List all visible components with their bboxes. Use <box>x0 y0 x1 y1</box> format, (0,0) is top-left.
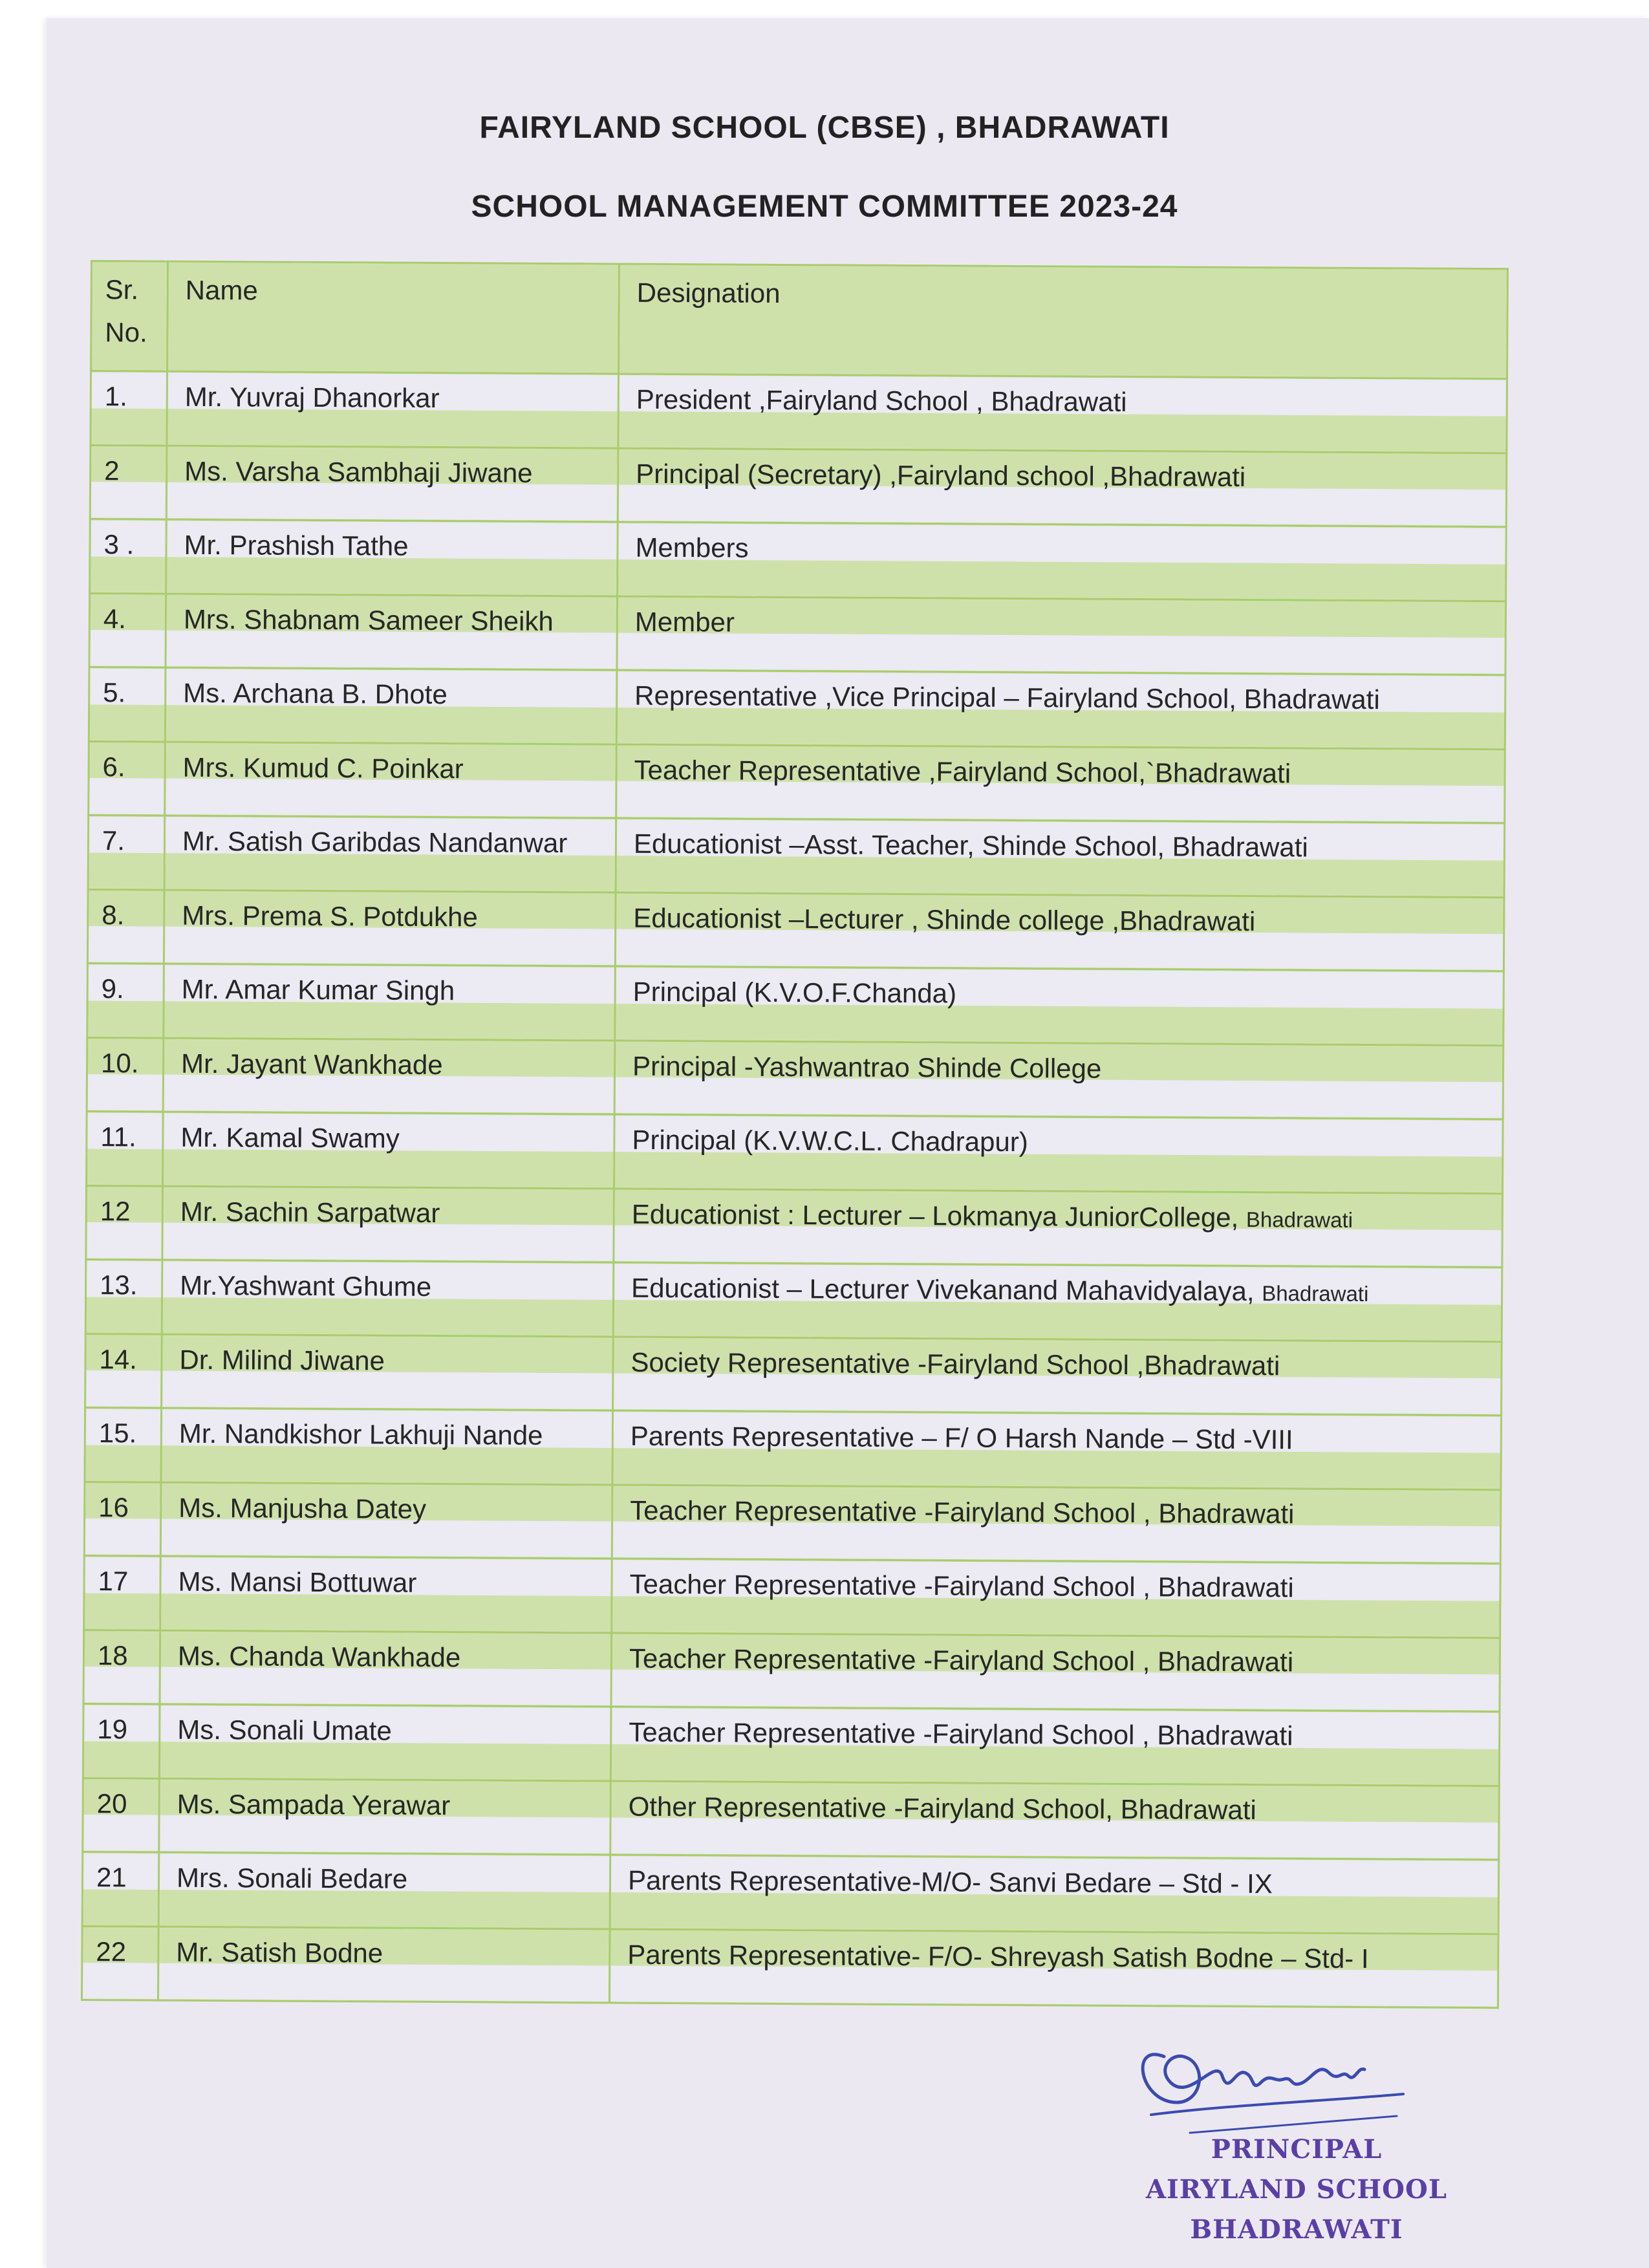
cell-designation <box>610 1855 1499 1934</box>
cell-name: Ms. Sampada Yerawar <box>159 1778 611 1855</box>
table-header-row <box>91 261 1508 379</box>
committee-title: SCHOOL MANAGEMENT COMMITTEE 2023-24 <box>471 189 1178 224</box>
header-designation: Designation <box>619 264 1508 379</box>
cell-name: Mrs. Prema S. Potdukhe <box>164 890 616 966</box>
cell-sr-no: 22 <box>81 1926 158 2000</box>
table-row <box>87 1111 1503 1193</box>
cell-name: Mr. Nandkishor Lakhuji Nande <box>161 1408 613 1484</box>
table-row <box>90 519 1507 601</box>
cell-designation <box>612 1559 1501 1637</box>
table-row <box>84 1482 1501 1564</box>
header-sr-line1: Sr. <box>105 274 139 305</box>
designation-text: Educationist –Lecturer , Shinde college ,Bhadrawati <box>633 902 1256 936</box>
cell-sr-no: 7. <box>88 815 165 889</box>
stamp-line-city: BHADRAWATI <box>1190 2214 1403 2245</box>
cell-sr-no: 5. <box>89 667 166 741</box>
designation-text: Principal (Secretary) ,Fairyland school ,Bhadrawati <box>636 458 1246 492</box>
cell-name: Ms. Chanda Wankhade <box>160 1630 612 1707</box>
table-row <box>86 1185 1503 1268</box>
designation-text: President ,Fairyland School , Bhadrawati <box>636 383 1127 417</box>
cell-sr-no: 11. <box>87 1111 164 1185</box>
cell-name: Ms. Manjusha Datey <box>160 1482 612 1559</box>
cell-sr-no: 17 <box>84 1555 161 1630</box>
stamp-line-school: AIRYLAND SCHOOL <box>1146 2174 1447 2205</box>
table-row <box>89 741 1505 823</box>
cell-sr-no: 12 <box>86 1185 163 1260</box>
cell-designation <box>614 1114 1503 1193</box>
cell-name: Mrs. Sonali Bedare <box>158 1852 610 1928</box>
designation-text: Members <box>635 532 749 563</box>
cell-name: Mr. Sachin Sarpatwar <box>162 1186 614 1262</box>
designation-text: Principal -Yashwantrao Shinde College <box>632 1050 1102 1084</box>
designation-suffix: Bhadrawati <box>1245 1207 1353 1232</box>
designation-text: Teacher Representative -Fairyland School , Bhadrawati <box>629 1643 1294 1677</box>
cell-name: Mr. Prashish Tathe <box>166 519 618 596</box>
cell-name: Mr. Kamal Swamy <box>163 1112 615 1188</box>
designation-text: Representative ,Vice Principal – Fairyland School, Bhadrawati <box>634 680 1380 715</box>
table-row <box>91 371 1507 453</box>
cell-name: Ms. Mansi Bottuwar <box>160 1556 612 1632</box>
designation-text: Educationist : Lecturer – Lokmanya JuniorCollege, <box>631 1198 1239 1233</box>
designation-text: Principal (K.V.W.C.L. Chadrapur) <box>632 1124 1028 1158</box>
header-sr-line2: No. <box>105 317 147 348</box>
cell-designation <box>616 670 1505 749</box>
cell-designation <box>610 1707 1500 1786</box>
table-row <box>88 815 1505 897</box>
committee-table-wrapper <box>81 260 1509 2009</box>
cell-designation <box>618 374 1507 453</box>
cell-designation <box>609 1929 1498 2008</box>
cell-designation <box>611 1633 1500 1712</box>
designation-text: Teacher Representative -Fairyland School , Bhadrawati <box>630 1495 1295 1529</box>
cell-name: Mr. Satish Garibdas Nandanwar <box>164 815 616 892</box>
designation-text: Educationist –Asst. Teacher, Shinde School, Bhadrawati <box>633 828 1308 863</box>
table-row <box>81 1926 1498 2008</box>
designation-text: Society Representative -Fairyland School ,Bhadrawati <box>630 1346 1280 1381</box>
table-row <box>85 1334 1502 1416</box>
cell-sr-no: 14. <box>85 1334 162 1408</box>
cell-designation <box>615 966 1504 1045</box>
cell-sr-no: 10. <box>87 1037 164 1112</box>
cell-sr-no: 13. <box>85 1259 162 1334</box>
cell-name: Mr. Amar Kumar Singh <box>164 964 616 1040</box>
designation-text: Educationist – Lecturer Vivekanand Mahavidyalaya, <box>631 1272 1255 1307</box>
table-row <box>89 593 1506 675</box>
table-row <box>87 1037 1503 1119</box>
cell-designation <box>617 596 1506 675</box>
cell-designation <box>614 1189 1503 1268</box>
cell-sr-no: 8. <box>87 889 164 964</box>
cell-designation <box>614 1041 1503 1119</box>
cell-name: Mr. Yuvraj Dhanorkar <box>167 371 619 448</box>
table-row <box>82 1852 1499 1934</box>
cell-designation <box>613 1337 1502 1416</box>
cell-designation <box>618 522 1507 601</box>
designation-text: Member <box>634 606 735 638</box>
table-row <box>85 1259 1502 1341</box>
cell-sr-no: 3 . <box>90 519 167 594</box>
cell-name: Ms. Sonali Umate <box>159 1704 611 1780</box>
cell-sr-no: 15. <box>85 1407 162 1482</box>
cell-sr-no: 21 <box>82 1852 159 1926</box>
cell-name: Dr. Milind Jiwane <box>162 1334 614 1410</box>
cell-sr-no: 9. <box>87 963 164 1037</box>
committee-table <box>81 260 1509 2009</box>
designation-text: Teacher Representative ,Fairyland School,`Bhadrawati <box>634 754 1291 788</box>
cell-sr-no: 1. <box>91 371 167 446</box>
cell-name: Mr. Jayant Wankhade <box>163 1038 615 1114</box>
table-row <box>90 445 1507 527</box>
cell-name: Ms. Archana B. Dhote <box>165 667 617 744</box>
designation-text: Principal (K.V.O.F.Chanda) <box>632 976 957 1009</box>
cell-designation <box>612 1485 1501 1564</box>
cell-sr-no: 6. <box>89 741 166 815</box>
designation-text: Parents Representative – F/ O Harsh Nande – Std -VIII <box>630 1420 1293 1455</box>
table-row <box>83 1630 1500 1712</box>
designation-suffix: Bhadrawati <box>1262 1281 1369 1306</box>
table-row <box>83 1703 1500 1786</box>
cell-sr-no: 18 <box>83 1630 160 1704</box>
table-row <box>87 963 1504 1045</box>
table-row <box>85 1407 1502 1489</box>
stamp-line-principal: PRINCIPAL <box>1211 2134 1383 2165</box>
designation-text: Other Representative -Fairyland School, Bhadrawati <box>628 1791 1256 1825</box>
header-name: Name <box>167 261 620 374</box>
designation-text: Parents Representative- F/O- Shreyash Satish Bodne – Std- I <box>627 1939 1369 1974</box>
table-row <box>89 667 1505 749</box>
designation-text: Teacher Representative -Fairyland School , Bhadrawati <box>629 1716 1293 1751</box>
cell-designation <box>615 892 1504 971</box>
cell-designation <box>613 1262 1502 1341</box>
header-sr-no <box>91 261 168 372</box>
table-row <box>87 889 1504 971</box>
cell-name: Ms. Varsha Sambhaji Jiwane <box>166 446 618 522</box>
cell-sr-no: 4. <box>89 593 166 667</box>
cell-name: Mrs. Kumud C. Poinkar <box>165 742 617 818</box>
designation-text: Parents Representative-M/O- Sanvi Bedare – Std - IX <box>627 1864 1273 1899</box>
cell-name: Mrs. Shabnam Sameer Sheikh <box>166 594 618 670</box>
cell-designation <box>610 1781 1500 1860</box>
table-row <box>83 1778 1500 1860</box>
cell-designation <box>616 744 1505 823</box>
table-row <box>84 1555 1501 1637</box>
cell-designation <box>618 448 1507 527</box>
school-title: FAIRYLAND SCHOOL (CBSE) , BHADRAWATI <box>479 111 1170 145</box>
table-body <box>81 371 1507 2008</box>
cell-sr-no: 2 <box>90 445 167 519</box>
cell-name: Mr.Yashwant Ghume <box>162 1260 614 1336</box>
designation-text: Teacher Representative -Fairyland School , Bhadrawati <box>629 1568 1294 1603</box>
cell-sr-no: 20 <box>83 1778 160 1852</box>
cell-designation <box>616 818 1505 897</box>
cell-sr-no: 16 <box>84 1482 161 1556</box>
cell-sr-no: 19 <box>83 1703 160 1778</box>
cell-designation <box>612 1410 1502 1489</box>
cell-name: Mr. Satish Bodne <box>158 1927 610 2003</box>
